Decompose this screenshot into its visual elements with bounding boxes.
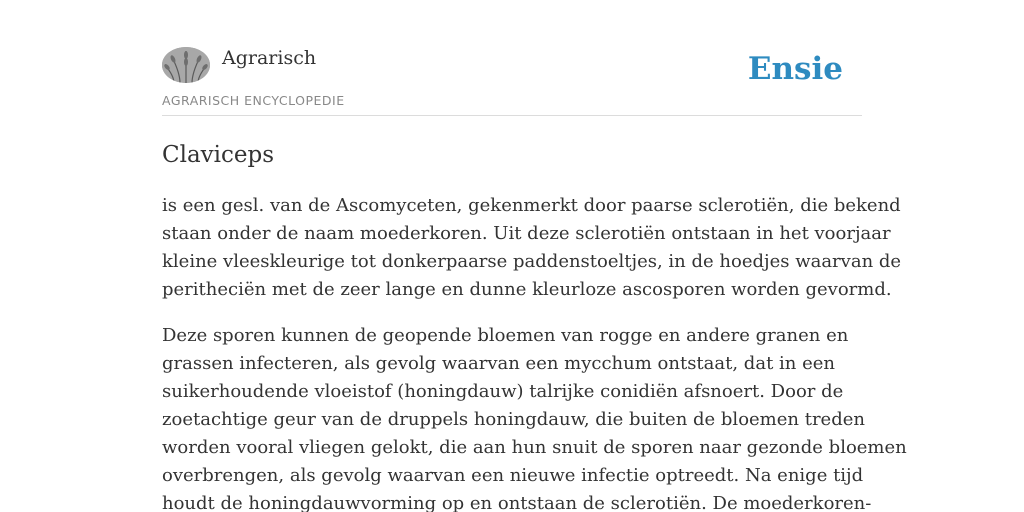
brand-logo[interactable]: Ensie	[747, 51, 843, 87]
text-line: zoetachtige geur van de druppels honingdauw, die buiten de bloemen treden	[162, 409, 865, 430]
site-subtitle: AGRARISCH ENCYCLOPEDIE	[162, 93, 345, 108]
text-line: peritheciën met de zeer lange en dunne kleurloze ascosporen worden gevormd.	[162, 279, 892, 300]
site-header	[162, 0, 862, 116]
text-line: houdt de honingdauwvorming op en ontstaan de sclerotiën. De moederkoren-	[162, 493, 872, 512]
text-line: overbrengen, als gevolg waarvan een nieuwe infectie optreedt. Na enige tijd	[162, 465, 864, 486]
site-name[interactable]: Agrarisch	[222, 47, 317, 69]
article-title: Claviceps	[162, 142, 275, 168]
wheat-logo-icon[interactable]	[162, 47, 210, 83]
text-line: staan onder de naam moederkoren. Uit deze sclerotiën ontstaan in het voorjaar	[162, 223, 891, 244]
article-paragraph	[162, 322, 907, 512]
text-line: kleine vleeskleurige tot donkerpaarse paddenstoeltjes, in de hoedjes waarvan de	[162, 251, 902, 272]
article-body	[162, 192, 907, 512]
text-line: suikerhoudende vloeistof (honingdauw) talrijke conidiën afsnoert. Door de	[162, 381, 844, 402]
text-line: Deze sporen kunnen de geopende bloemen van rogge en andere granen en	[162, 325, 849, 346]
text-line: worden vooral vliegen gelokt, die aan hun snuit de sporen naar gezonde bloemen	[162, 437, 907, 458]
text-line: is een gesl. van de Ascomyceten, gekenmerkt door paarse sclerotiën, die bekend	[162, 195, 901, 216]
article-paragraph	[162, 192, 902, 304]
text-line: grassen infecteren, als gevolg waarvan een mycchum ontstaat, dat in een	[162, 353, 835, 374]
